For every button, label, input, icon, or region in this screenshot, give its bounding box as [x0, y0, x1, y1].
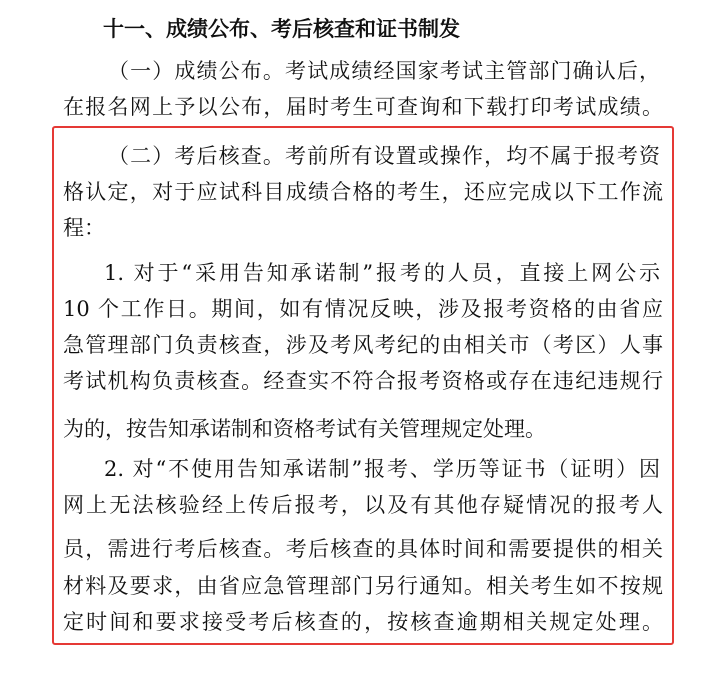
- paragraph-line: 10 个工作日。期间，如有情况反映，涉及报考资格的由省应: [63, 297, 663, 321]
- paragraph-line: 急管理部门负责核查，涉及考风考纪的由相关市（考区）人事: [63, 333, 663, 357]
- paragraph-line: 为的，按告知承诺制和资格考试有关管理规定处理。: [63, 417, 546, 441]
- paragraph-line: （二）考后核查。考前所有设置或操作，均不属于报考资: [108, 144, 660, 168]
- paragraph-line: （一）成绩公布。考试成绩经国家考试主管部门确认后，: [108, 59, 660, 83]
- paragraph-line: 网上无法核验经上传后报考，以及有其他存疑情况的报考人: [63, 493, 663, 517]
- paragraph-line: 格认定，对于应试科目成绩合格的考生，还应完成以下工作流: [63, 180, 663, 204]
- section-heading: 十一、成绩公布、考后核查和证书制发: [103, 17, 460, 41]
- paragraph-line: 在报名网上予以公布，届时考生可查询和下载打印考试成绩。: [63, 95, 663, 119]
- paragraph-line: 程：: [63, 216, 105, 240]
- paragraph-line: 考试机构负责核查。经查实不符合报考资格或存在违纪违规行: [63, 369, 663, 393]
- paragraph-line: 2. 对“不使用告知承诺制”报考、学历等证书（证明）因: [104, 457, 660, 481]
- paragraph-line: 1. 对于“采用告知承诺制”报考的人员，直接上网公示: [104, 261, 660, 285]
- paragraph-line: 员，需进行考后核查。考后核查的具体时间和需要提供的相关: [63, 537, 663, 561]
- paragraph-line: 定时间和要求接受考后核查的，按核查逾期相关规定处理。: [63, 610, 663, 634]
- paragraph-line: 材料及要求，由省应急管理部门另行通知。相关考生如不按规: [63, 574, 663, 598]
